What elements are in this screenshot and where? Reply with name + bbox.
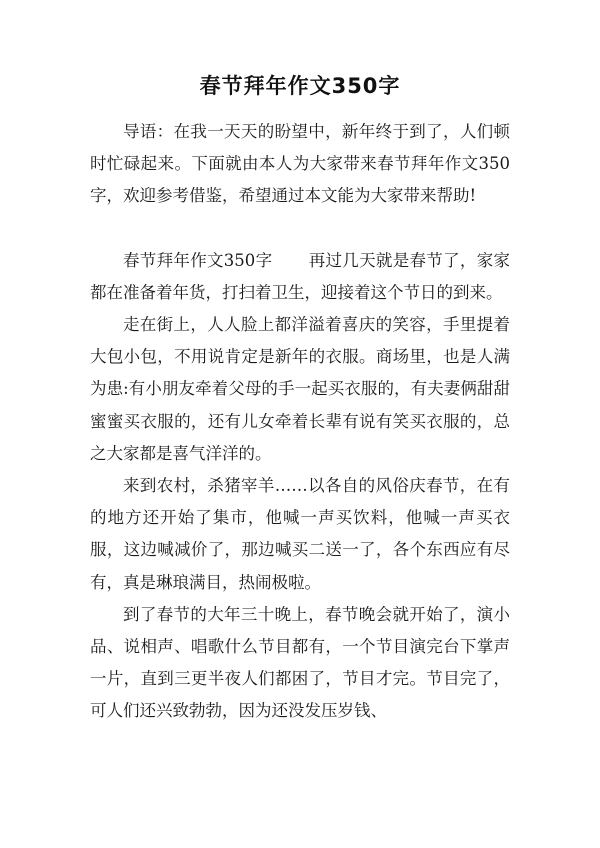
paragraph-1-text: 再过几天就是春节了，家家都在准备着年货，打扫着卫生，迎接着这个节日的到来。 [90,250,511,302]
document-title: 春节拜年作文350字 [199,74,401,98]
paragraph-3: 来到农村，杀猪宰羊……以各自的风俗庆春节，在有的地方还开始了集市，他喊一声买饮料，他喊一声买衣服，这边喊减价了，那边喊买二送一了，各个东西应有尽有，真是琳琅满目，热闹极啦。 [90,476,510,592]
essay-heading: 春节拜年作文350字 [123,250,273,270]
essay-first-paragraph [90,245,510,309]
paragraph-2: 走在街上，人人脸上都洋溢着喜庆的笑容，手里提着大包小包，不用说肯定是新年的衣服。商场里，也是人满为患:有小朋友牵着父母的手一起买衣服的，有夫妻俩甜甜蜜蜜买衣服的，还有儿女牵着长辈有说有笑买衣服的，总之大家都是喜气洋洋的。 [90,315,510,463]
paragraph-4: 到了春节的大年三十晚上，春节晚会就开始了，演小品、说相声、唱歌什么节目都有，一个节目演完台下掌声一片，直到三更半夜人们都困了，节目才完。节目完了，可人们还兴致勃勃，因为还没发压岁钱、 [90,604,510,721]
document-body [90,116,510,728]
intro-paragraph: 导语：在我一天天的盼望中，新年终于到了，人们顿时忙碌起来。下面就由本人为大家带来春节拜年作文350字，欢迎参考借鉴，希望通过本文能为大家带来帮助! [90,122,510,206]
paragraph-gap [90,213,510,245]
